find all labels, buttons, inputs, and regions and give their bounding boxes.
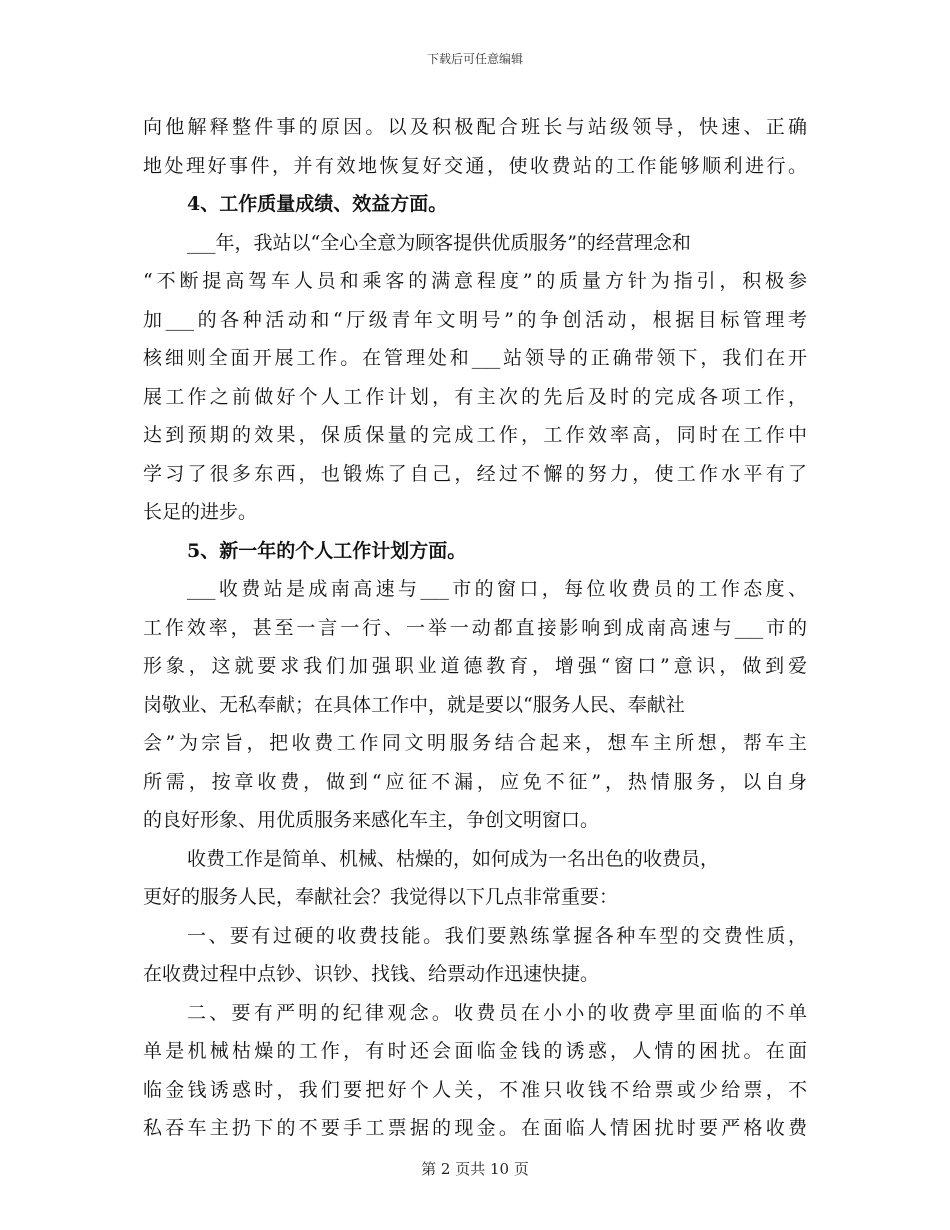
text-line: 私吞车主扔下的不要手工票据的现金。在面临人情困扰时要严格收费 (143, 1117, 807, 1139)
text-line: “不断提高驾车人员和乘客的满意程度”的质量方针为指引，积极参 (143, 270, 807, 292)
text-line: 一、要有过硬的收费技能。我们要熟练掌握各种车型的交费性质， (187, 924, 807, 947)
text-line: 单是机械枯燥的工作，有时还会面临金钱的诱惑，人情的困扰。在面 (143, 1040, 807, 1062)
section-heading: 4、工作质量成绩、效益方面。 (187, 193, 448, 215)
text-line: ___年，我站以“全心全意为顾客提供优质服务”的经营理念和 (187, 231, 691, 254)
text-line: 地处理好事件，并有效地恢复好交通，使收费站的工作能够顺利进行。 (143, 154, 807, 177)
text-line: 达到预期的效果，保质保量的完成工作，工作效率高，同时在工作中 (143, 424, 807, 446)
text-line: 在收费过程中点钞、识钞、找钱、给票动作迅速快捷。 (143, 963, 600, 985)
text-line: 的良好形象、用优质服务来感化车主，争创文明窗口。 (143, 809, 600, 831)
text-line: 临金钱诱惑时，我们要把好个人关，不准只收钱不给票或少给票，不 (143, 1078, 807, 1101)
text-line: 二、要有严明的纪律观念。收费员在小小的收费亭里面临的不单 (187, 1001, 807, 1024)
text-line: ___收费站是成南高速与___市的窗口，每位收费员的工作态度、 (187, 578, 807, 600)
text-line: 岗敬业、无私奉献；在具体工作中，就是要以“服务人民、奉献社 (143, 693, 685, 716)
text-line: 学习了很多东西，也锻炼了自己，经过不懈的努力，使工作水平有了 (143, 462, 807, 485)
text-line: 长足的进步。 (143, 501, 258, 523)
document-body (143, 108, 807, 1148)
text-line: 所需，按章收费，做到“应征不漏，应免不征”，热情服务，以自身 (143, 770, 807, 793)
text-line: 向他解释整件事的原因。以及积极配合班长与站级领导，快速、正确 (143, 116, 807, 138)
text-line: 加___的各种活动和“厅级青年文明号”的争创活动，根据目标管理考 (143, 308, 807, 331)
text-line: 收费工作是简单、机械、枯燥的，如何成为一名出色的收费员， (187, 847, 720, 870)
text-line: 形象，这就要求我们加强职业道德教育，增强“窗口”意识，做到爱 (143, 655, 807, 677)
section-heading: 5、新一年的个人工作计划方面。 (187, 539, 467, 562)
text-line: 核细则全面开展工作。在管理处和___站领导的正确带领下，我们在开 (143, 347, 807, 369)
text-line: 工作效率，甚至一言一行、一举一动都直接影响到成南高速与___市的 (143, 616, 807, 639)
text-line: 更好的服务人民，奉献社会？我觉得以下几点非常重要： (143, 886, 619, 908)
text-line: 会”为宗旨，把收费工作同文明服务结合起来，想车主所想，帮车主 (143, 732, 807, 754)
page-footer: 第 2 页共 10 页 (421, 1160, 529, 1178)
page-header: 下载后可任意编辑 (426, 52, 523, 66)
text-line: 展工作之前做好个人工作计划，有主次的先后及时的完成各项工作， (143, 385, 807, 408)
